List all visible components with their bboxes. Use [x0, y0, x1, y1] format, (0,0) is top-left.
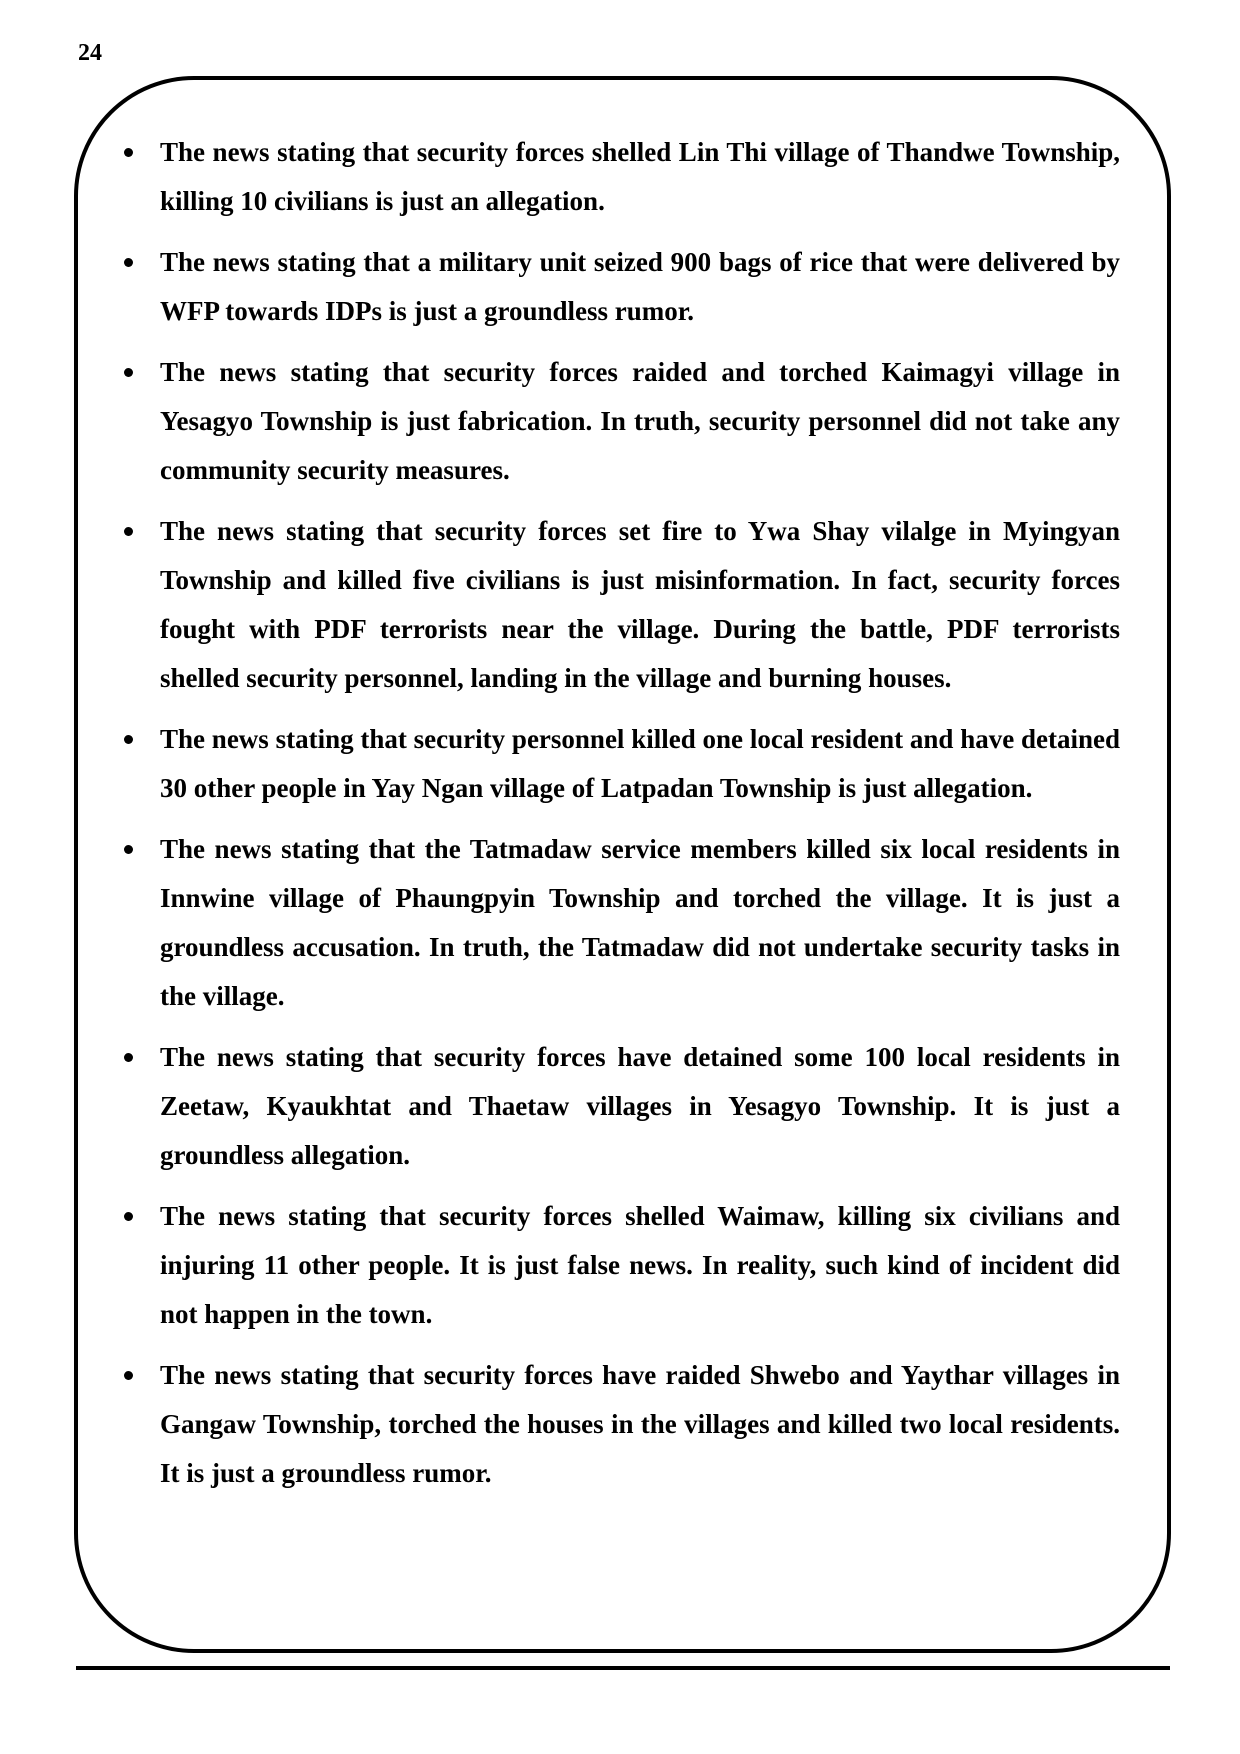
- list-item-text: The news stating that the Tatmadaw service members killed six local residents in Innwine village of Phaungpyin Township and torched the village. It is just a groundless accusation. In truth, the Tatmadaw did not undertake security tasks in the village.: [160, 834, 1120, 1011]
- list-item-text: The news stating that security personnel killed one local resident and have detained 30 other people in Yay Ngan village of Latpadan Township is just allegation.: [160, 724, 1120, 803]
- list-item-text: The news stating that security forces shelled Waimaw, killing six civilians and injuring 11 other people. It is just false news. In reality, such kind of incident did not happen in the town.: [160, 1201, 1120, 1329]
- bullet-icon: [124, 258, 133, 267]
- list-item: [160, 1351, 1120, 1498]
- list-item: [160, 825, 1120, 1021]
- list-item-text: The news stating that security forces have raided Shwebo and Yaythar villages in Gangaw Township, torched the houses in the villages and killed two local residents. It is just a groundless rumor.: [160, 1360, 1120, 1488]
- list-item-text: The news stating that security forces shelled Lin Thi village of Thandwe Township, killing 10 civilians is just an allegation.: [160, 137, 1120, 216]
- list-item: [160, 348, 1120, 495]
- bullet-icon: [124, 148, 133, 157]
- list-item: [160, 507, 1120, 703]
- list-item-text: The news stating that a military unit seized 900 bags of rice that were delivered by WFP towards IDPs is just a groundless rumor.: [160, 247, 1120, 326]
- bullet-icon: [124, 845, 133, 854]
- list-item-text: The news stating that security forces raided and torched Kaimagyi village in Yesagyo Township is just fabrication. In truth, security personnel did not take any community security measures.: [160, 357, 1120, 485]
- bullet-icon: [124, 1212, 133, 1221]
- bullet-icon: [124, 1053, 133, 1062]
- page-number: 24: [78, 40, 102, 66]
- list-item: [160, 128, 1120, 226]
- list-item: [160, 715, 1120, 813]
- list-item-text: The news stating that security forces set fire to Ywa Shay vilalge in Myingyan Township and killed five civilians is just misinformation. In fact, security forces fought with PDF terrorists near the village. During the battle, PDF terrorists shelled security personnel, landing in the village and burning houses.: [160, 516, 1120, 693]
- bullet-icon: [124, 368, 133, 377]
- list-item: [160, 238, 1120, 336]
- bullet-icon: [124, 527, 133, 536]
- news-bullet-list: [160, 128, 1120, 1510]
- list-item: [160, 1033, 1120, 1180]
- bullet-icon: [124, 1371, 133, 1380]
- bullet-icon: [124, 735, 133, 744]
- list-item: [160, 1192, 1120, 1339]
- list-item-text: The news stating that security forces have detained some 100 local residents in Zeetaw, Kyaukhtat and Thaetaw villages in Yesagyo Township. It is just a groundless allegation.: [160, 1042, 1120, 1170]
- bottom-divider: [76, 1666, 1170, 1670]
